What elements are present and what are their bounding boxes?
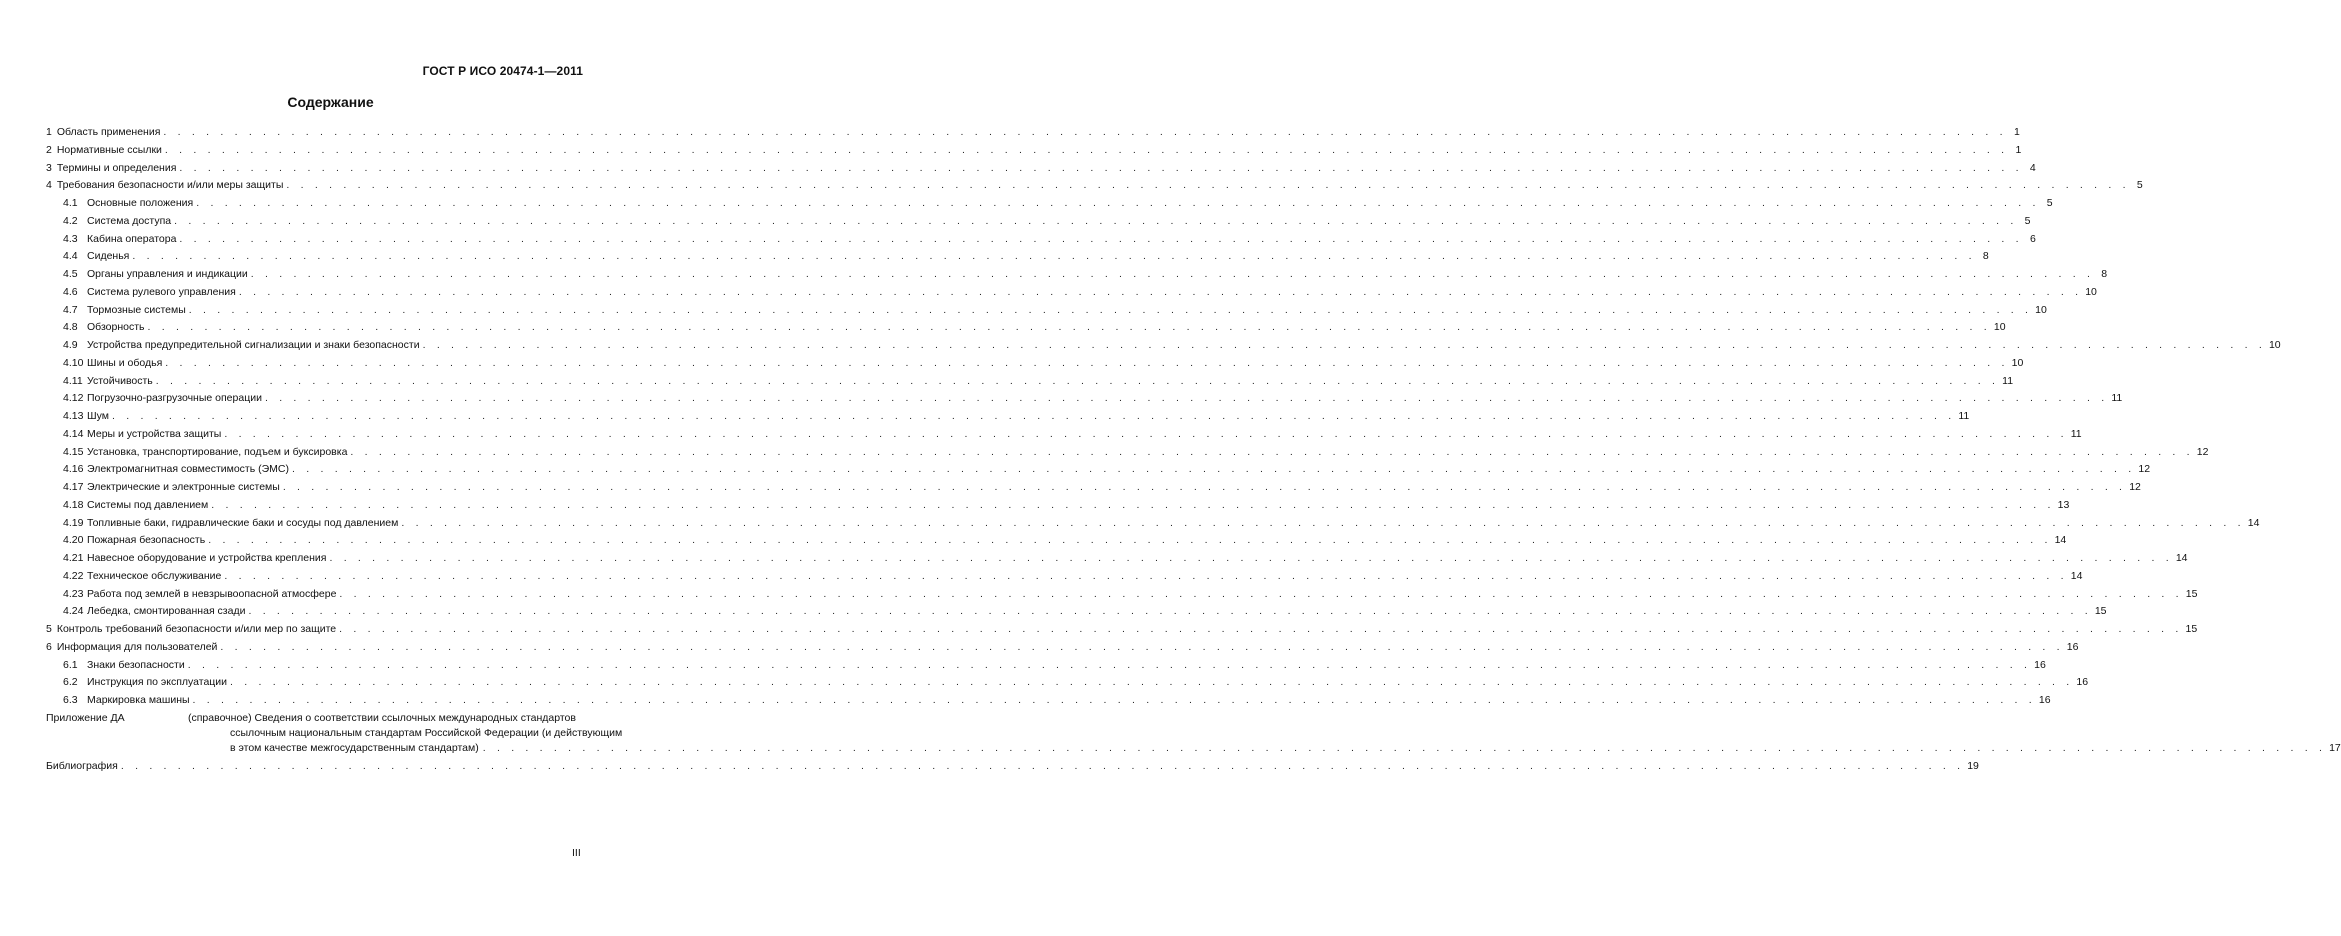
toc-leader-dots (339, 621, 2182, 639)
toc-entry[interactable] (46, 497, 2070, 515)
toc-entry-number: 4.5 (63, 268, 78, 280)
toc-entry-number: 4.2 (63, 214, 78, 227)
toc-entry-page: 11 (2070, 427, 2082, 440)
toc-entry-page: 1 (2015, 143, 2022, 156)
toc-entry-number: 2 (46, 143, 52, 156)
toc-entry-title: Работа под землей в невзрывоопасной атмосфере (87, 587, 337, 600)
toc-entry-title: Сиденья (87, 250, 130, 263)
toc-entry[interactable] (46, 568, 2083, 586)
toc-entry-title: Устройства предупредительной сигнализации и знаки безопасности (87, 339, 420, 351)
toc-leader-dots (329, 550, 2172, 568)
toc-entry-page: 16 (2066, 640, 2079, 653)
toc-entry-title: Нормативные ссылки (56, 143, 162, 156)
toc-entry-page: 11 (2111, 392, 2123, 405)
toc-entry-number: 6.3 (63, 694, 78, 706)
toc-entry-title: Маркировка машины (87, 694, 190, 706)
toc-entry[interactable] (46, 461, 2151, 479)
toc-entry[interactable] (46, 248, 1989, 266)
toc-entry-number: 6.2 (63, 676, 78, 689)
annex-line-2: ссылочным национальным стандартам Российской Федерации (и действующим (230, 726, 623, 739)
toc-entry[interactable] (46, 532, 2067, 550)
toc-entry-number: 4.1 (63, 197, 78, 209)
toc-leader-dots (423, 337, 2266, 355)
toc-leader-dots (220, 639, 2063, 657)
bibliography-label: Библиография (46, 759, 118, 772)
page-number: III (572, 847, 581, 859)
toc-entry-page: 5 (2024, 214, 2031, 227)
toc-leader-dots (148, 319, 1991, 337)
document-standard-number: ГОСТ Р ИСО 20474-1—2011 (422, 64, 583, 78)
toc-entry-title: Требования безопасности и/или меры защиты (56, 179, 284, 192)
toc-leader-dots (165, 355, 2008, 373)
annex-line-3-row (188, 741, 2341, 756)
toc-entry[interactable] (46, 408, 1970, 426)
toc-entry[interactable] (46, 231, 2036, 249)
toc-entry-page: 15 (2185, 587, 2198, 600)
toc-entry[interactable] (46, 692, 2051, 710)
toc-leader-dots (165, 142, 2008, 160)
toc-entry-number: 1 (46, 126, 52, 138)
toc-entry[interactable] (46, 319, 2006, 337)
toc-entry-number: 4.19 (63, 516, 84, 529)
toc-entry-number: 4.15 (63, 445, 84, 458)
toc-entry-title: Инструкция по эксплуатации (87, 676, 228, 689)
toc-annex-entry[interactable] (46, 711, 2341, 756)
toc-list (46, 124, 2281, 710)
toc-entry[interactable] (46, 195, 2053, 213)
toc-entry-title: Устойчивость (87, 374, 153, 387)
toc-entry-title: Информация для пользователей (56, 640, 218, 653)
toc-leader-dots (121, 758, 1964, 776)
toc-entry-page: 11 (2002, 374, 2014, 387)
toc-entry-title: Контроль требований безопасности и/или мер по защите (56, 623, 337, 635)
toc-entry-page: 10 (2035, 303, 2047, 316)
toc-entry-page: 14 (2247, 516, 2260, 529)
toc-entry-number: 4.10 (63, 356, 84, 369)
toc-entry-title: Меры и устройства защиты (87, 427, 222, 440)
toc-entry-title: Знаки безопасности (87, 658, 185, 671)
toc-leader-dots (292, 461, 2135, 479)
toc-entry[interactable] (46, 444, 2209, 462)
toc-entry[interactable] (46, 213, 2031, 231)
annex-line-3: в этом качестве межгосударственным стандартам) (230, 741, 479, 754)
toc-entry-number: 4.11 (63, 374, 83, 387)
toc-leader-dots (163, 124, 2006, 142)
toc-entry-page: 16 (2076, 676, 2089, 689)
toc-entry[interactable] (46, 657, 2046, 675)
toc-entry-number: 4.7 (63, 303, 78, 316)
toc-leader-dots (189, 302, 2032, 320)
toc-entry-number: 4.8 (63, 321, 78, 334)
toc-leader-dots (156, 373, 1999, 391)
toc-entry-page: 5 (2046, 197, 2053, 209)
toc-entry-title: Электрические и электронные системы (87, 481, 280, 493)
toc-entry-number: 4.6 (63, 285, 78, 298)
annex-page: 17 (2329, 741, 2341, 754)
toc-entry-page: 6 (2029, 232, 2036, 245)
toc-entry-title: Системы под давлением (87, 498, 209, 511)
toc-entry-page: 14 (2054, 534, 2067, 547)
toc-leader-dots (224, 426, 2067, 444)
toc-entry-number: 4.13 (63, 410, 84, 422)
toc-leader-dots (208, 532, 2051, 550)
toc-entry[interactable] (46, 177, 2143, 195)
toc-entry-page: 10 (1993, 321, 2006, 334)
toc-entry[interactable] (46, 355, 2024, 373)
toc-entry[interactable] (46, 266, 2108, 284)
toc-entry[interactable] (46, 160, 2036, 178)
toc-entry-number: 5 (46, 623, 52, 635)
toc-entry-number: 4.22 (63, 569, 84, 582)
toc-leader-dots (193, 692, 2036, 710)
toc-leader-dots (251, 266, 2094, 284)
toc-entry-page: 12 (2129, 481, 2141, 493)
toc-entry-page: 14 (2070, 569, 2083, 582)
toc-leader-dots (196, 195, 2039, 213)
toc-leader-dots (350, 444, 2193, 462)
toc-leader-dots (179, 160, 2022, 178)
toc-entry-page: 5 (2136, 179, 2143, 192)
toc-entry[interactable] (46, 337, 2281, 355)
toc-entry[interactable] (46, 302, 2047, 320)
toc-entry-title: Погрузочно-разгрузочные операции (87, 392, 262, 405)
toc-entry-number: 4.14 (63, 427, 84, 440)
toc-leader-dots (265, 390, 2108, 408)
toc-leader-dots (230, 674, 2073, 692)
annex-label: Приложение ДА (46, 711, 125, 724)
toc-entry-number: 4.9 (63, 339, 78, 351)
toc-entry[interactable] (46, 550, 2188, 568)
toc-entry-number: 4.12 (63, 392, 84, 405)
toc-entry-page: 16 (2038, 694, 2051, 706)
toc-entry-number: 4.4 (63, 250, 78, 263)
toc-entry[interactable] (46, 284, 2097, 302)
toc-entry-number: 4.20 (63, 534, 84, 547)
toc-entry[interactable] (46, 586, 2198, 604)
toc-entry-page: 15 (2094, 605, 2107, 618)
toc-leader-dots (112, 408, 1955, 426)
toc-entry-page: 15 (2185, 623, 2198, 635)
toc-leader-dots (483, 741, 2326, 756)
toc-entry-page: 10 (2011, 356, 2024, 369)
toc-entry-page: 10 (2085, 285, 2097, 298)
toc-leader-dots (339, 586, 2182, 604)
annex-description (188, 711, 2341, 756)
toc-bibliography-entry[interactable] (46, 758, 1979, 776)
toc-entry-number: 4.23 (63, 587, 84, 600)
toc-entry-number: 4.17 (63, 481, 84, 493)
toc-entry-title: Органы управления и индикации (87, 268, 248, 280)
toc-entry[interactable] (46, 515, 2260, 533)
toc-entry-title: Пожарная безопасность (87, 534, 206, 547)
toc-entry[interactable] (46, 426, 2082, 444)
toc-entry-number: 4.21 (63, 552, 84, 564)
toc-leader-dots (179, 231, 2022, 249)
toc-entry-page: 8 (2101, 268, 2108, 280)
toc-entry-title: Термины и определения (56, 161, 177, 174)
toc-leader-dots (174, 213, 2017, 231)
toc-entry-title: Топливные баки, гидравлические баки и сосуды под давлением (87, 516, 399, 529)
toc-leader-dots (132, 248, 1975, 266)
toc-entry-title: Кабина оператора (87, 232, 177, 245)
toc-leader-dots (211, 497, 2054, 515)
toc-entry-number: 4 (46, 179, 52, 192)
toc-leader-dots (283, 479, 2126, 497)
toc-leader-dots (248, 603, 2091, 621)
toc-entry-title: Область применения (56, 126, 161, 138)
toc-entry-page: 11 (1958, 410, 1970, 422)
toc-entry-title: Техническое обслуживание (87, 569, 222, 582)
toc-entry[interactable] (46, 124, 2020, 142)
toc-entry-number: 6 (46, 640, 52, 653)
toc-entry-page: 14 (2175, 552, 2188, 564)
toc-entry-title: Лебедка, смонтированная сзади (87, 605, 246, 618)
toc-entry[interactable] (46, 674, 2089, 692)
toc-entry-title: Шины и ободья (87, 356, 163, 369)
toc-entry-page: 10 (2268, 339, 2281, 351)
toc-title: Содержание (287, 94, 374, 110)
toc-entry-page: 16 (2034, 658, 2046, 671)
toc-entry-title: Шум (87, 410, 109, 422)
toc-entry[interactable] (46, 639, 2079, 657)
toc-entry-page: 1 (2013, 126, 2020, 138)
toc-entry-number: 4.16 (63, 463, 84, 476)
toc-entry-page: 13 (2057, 498, 2070, 511)
toc-entry[interactable] (46, 390, 2123, 408)
toc-entry[interactable] (46, 479, 2141, 497)
toc-entry[interactable] (46, 621, 2198, 639)
toc-entry[interactable] (46, 373, 2014, 391)
toc-entry-title: Основные положения (87, 197, 194, 209)
toc-entry-title: Навесное оборудование и устройства крепления (87, 552, 327, 564)
bibliography-page: 19 (1967, 759, 1979, 772)
table-of-contents (46, 124, 2341, 776)
toc-entry-page: 8 (1982, 250, 1989, 263)
annex-line-1: (справочное) Сведения о соответствии ссылочных международных стандартов (188, 711, 576, 724)
toc-entry-page: 12 (2138, 463, 2151, 476)
toc-entry-title: Система доступа (87, 214, 172, 227)
toc-entry-title: Установка, транспортирование, подъем и буксировка (87, 445, 348, 458)
toc-entry[interactable] (46, 142, 2022, 160)
toc-leader-dots (239, 284, 2082, 302)
toc-entry-number: 6.1 (63, 658, 78, 671)
toc-leader-dots (401, 515, 2244, 533)
toc-entry[interactable] (46, 603, 2107, 621)
toc-entry-title: Система рулевого управления (87, 285, 236, 298)
toc-leader-dots (286, 177, 2129, 195)
toc-entry-page: 4 (2029, 161, 2036, 174)
toc-leader-dots (188, 657, 2031, 675)
toc-entry-number: 3 (46, 161, 52, 174)
toc-entry-page: 12 (2196, 445, 2209, 458)
toc-entry-number: 4.24 (63, 605, 84, 618)
toc-entry-number: 4.18 (63, 498, 84, 511)
toc-entry-title: Тормозные системы (87, 303, 186, 316)
toc-entry-number: 4.3 (63, 232, 78, 245)
toc-entry-title: Электромагнитная совместимость (ЭМС) (87, 463, 289, 476)
toc-entry-title: Обзорность (87, 321, 145, 334)
toc-leader-dots (224, 568, 2067, 586)
